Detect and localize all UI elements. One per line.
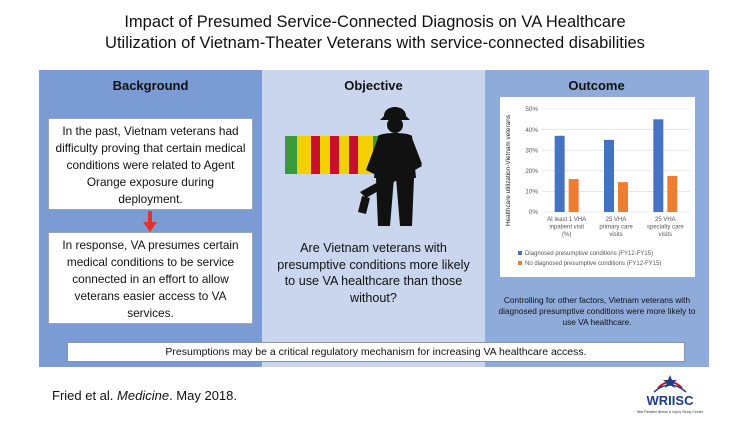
- x-tick-label: 25 VHA: [605, 217, 627, 223]
- y-tick-label: 50%: [525, 106, 538, 114]
- bar: [604, 140, 614, 212]
- y-tick-label: 10%: [525, 188, 538, 196]
- legend-swatch: [518, 251, 522, 255]
- arrow-down-icon: [142, 211, 158, 233]
- legend-entry: No diagnosed presumptive conditions (FY12-FY15): [525, 261, 662, 267]
- title-line-1: Impact of Presumed Service-Connected Diagnosis on VA Healthcare: [124, 13, 626, 31]
- citation-date: . May 2018.: [169, 388, 238, 403]
- title-line-2: Utilization of Vietnam-Theater Veterans with service-connected disabilities: [105, 34, 645, 52]
- y-tick-label: 0%: [528, 209, 538, 217]
- y-tick-label: 40%: [525, 126, 538, 134]
- citation-authors: Fried et al.: [52, 388, 114, 403]
- key-takeaway-banner: Presumptions may be a critical regulatory mechanism for increasing VA healthcare access.: [67, 342, 685, 362]
- background-box-history: In the past, Vietnam veterans had difficulty proving that certain medical conditions were related to Agent Orange exposure during deployment.: [48, 118, 253, 210]
- outcome-bar-chart: [500, 97, 695, 277]
- background-box-response: In response, VA presumes certain medical conditions to be service connected in an effort to allow veterans easier access to VA services.: [48, 232, 253, 324]
- x-tick-label: visits: [658, 232, 673, 238]
- legend-entry: Diagnosed presumptive conditions (FY12-FY15): [525, 251, 654, 257]
- citation: [52, 388, 237, 403]
- logo-name: WRIISC: [646, 393, 694, 408]
- page-title: [0, 12, 750, 54]
- bar: [653, 119, 663, 212]
- x-tick-label: 25 VHA: [654, 217, 676, 223]
- citation-journal: Medicine: [117, 388, 170, 403]
- soldier-silhouette-icon: [356, 100, 434, 228]
- x-tick-label: primary care: [599, 224, 633, 231]
- objective-question: Are Vietnam veterans with presumptive conditions more likely to use VA healthcare than those without?: [277, 241, 470, 305]
- outcome-heading: Outcome: [568, 78, 625, 93]
- logo-tagline: War Related Illness & Injury Study Center: [636, 410, 704, 414]
- wriisc-logo: [630, 372, 710, 417]
- x-tick-label: specialty care: [646, 224, 684, 231]
- y-axis-label: Healthcare utilization-Vietnam veterans: [505, 114, 512, 227]
- x-tick-label: (%): [561, 232, 572, 238]
- objective-heading: Objective: [344, 78, 403, 93]
- y-tick-label: 30%: [525, 147, 538, 155]
- y-tick-label: 20%: [525, 168, 538, 175]
- bar: [618, 182, 628, 212]
- x-tick-label: visits: [609, 232, 623, 238]
- bar: [569, 179, 579, 212]
- outcome-conclusion: Controlling for other factors, Vietnam veterans with diagnosed presumptive conditions were more likely to use VA healthcare.: [498, 295, 696, 327]
- background-heading: Background: [112, 78, 189, 93]
- x-tick-label: At least 1 VHA: [547, 217, 587, 223]
- bar: [555, 136, 565, 212]
- x-tick-label: inpatient visit: [549, 224, 585, 231]
- legend-swatch: [518, 261, 522, 265]
- bar: [667, 176, 677, 212]
